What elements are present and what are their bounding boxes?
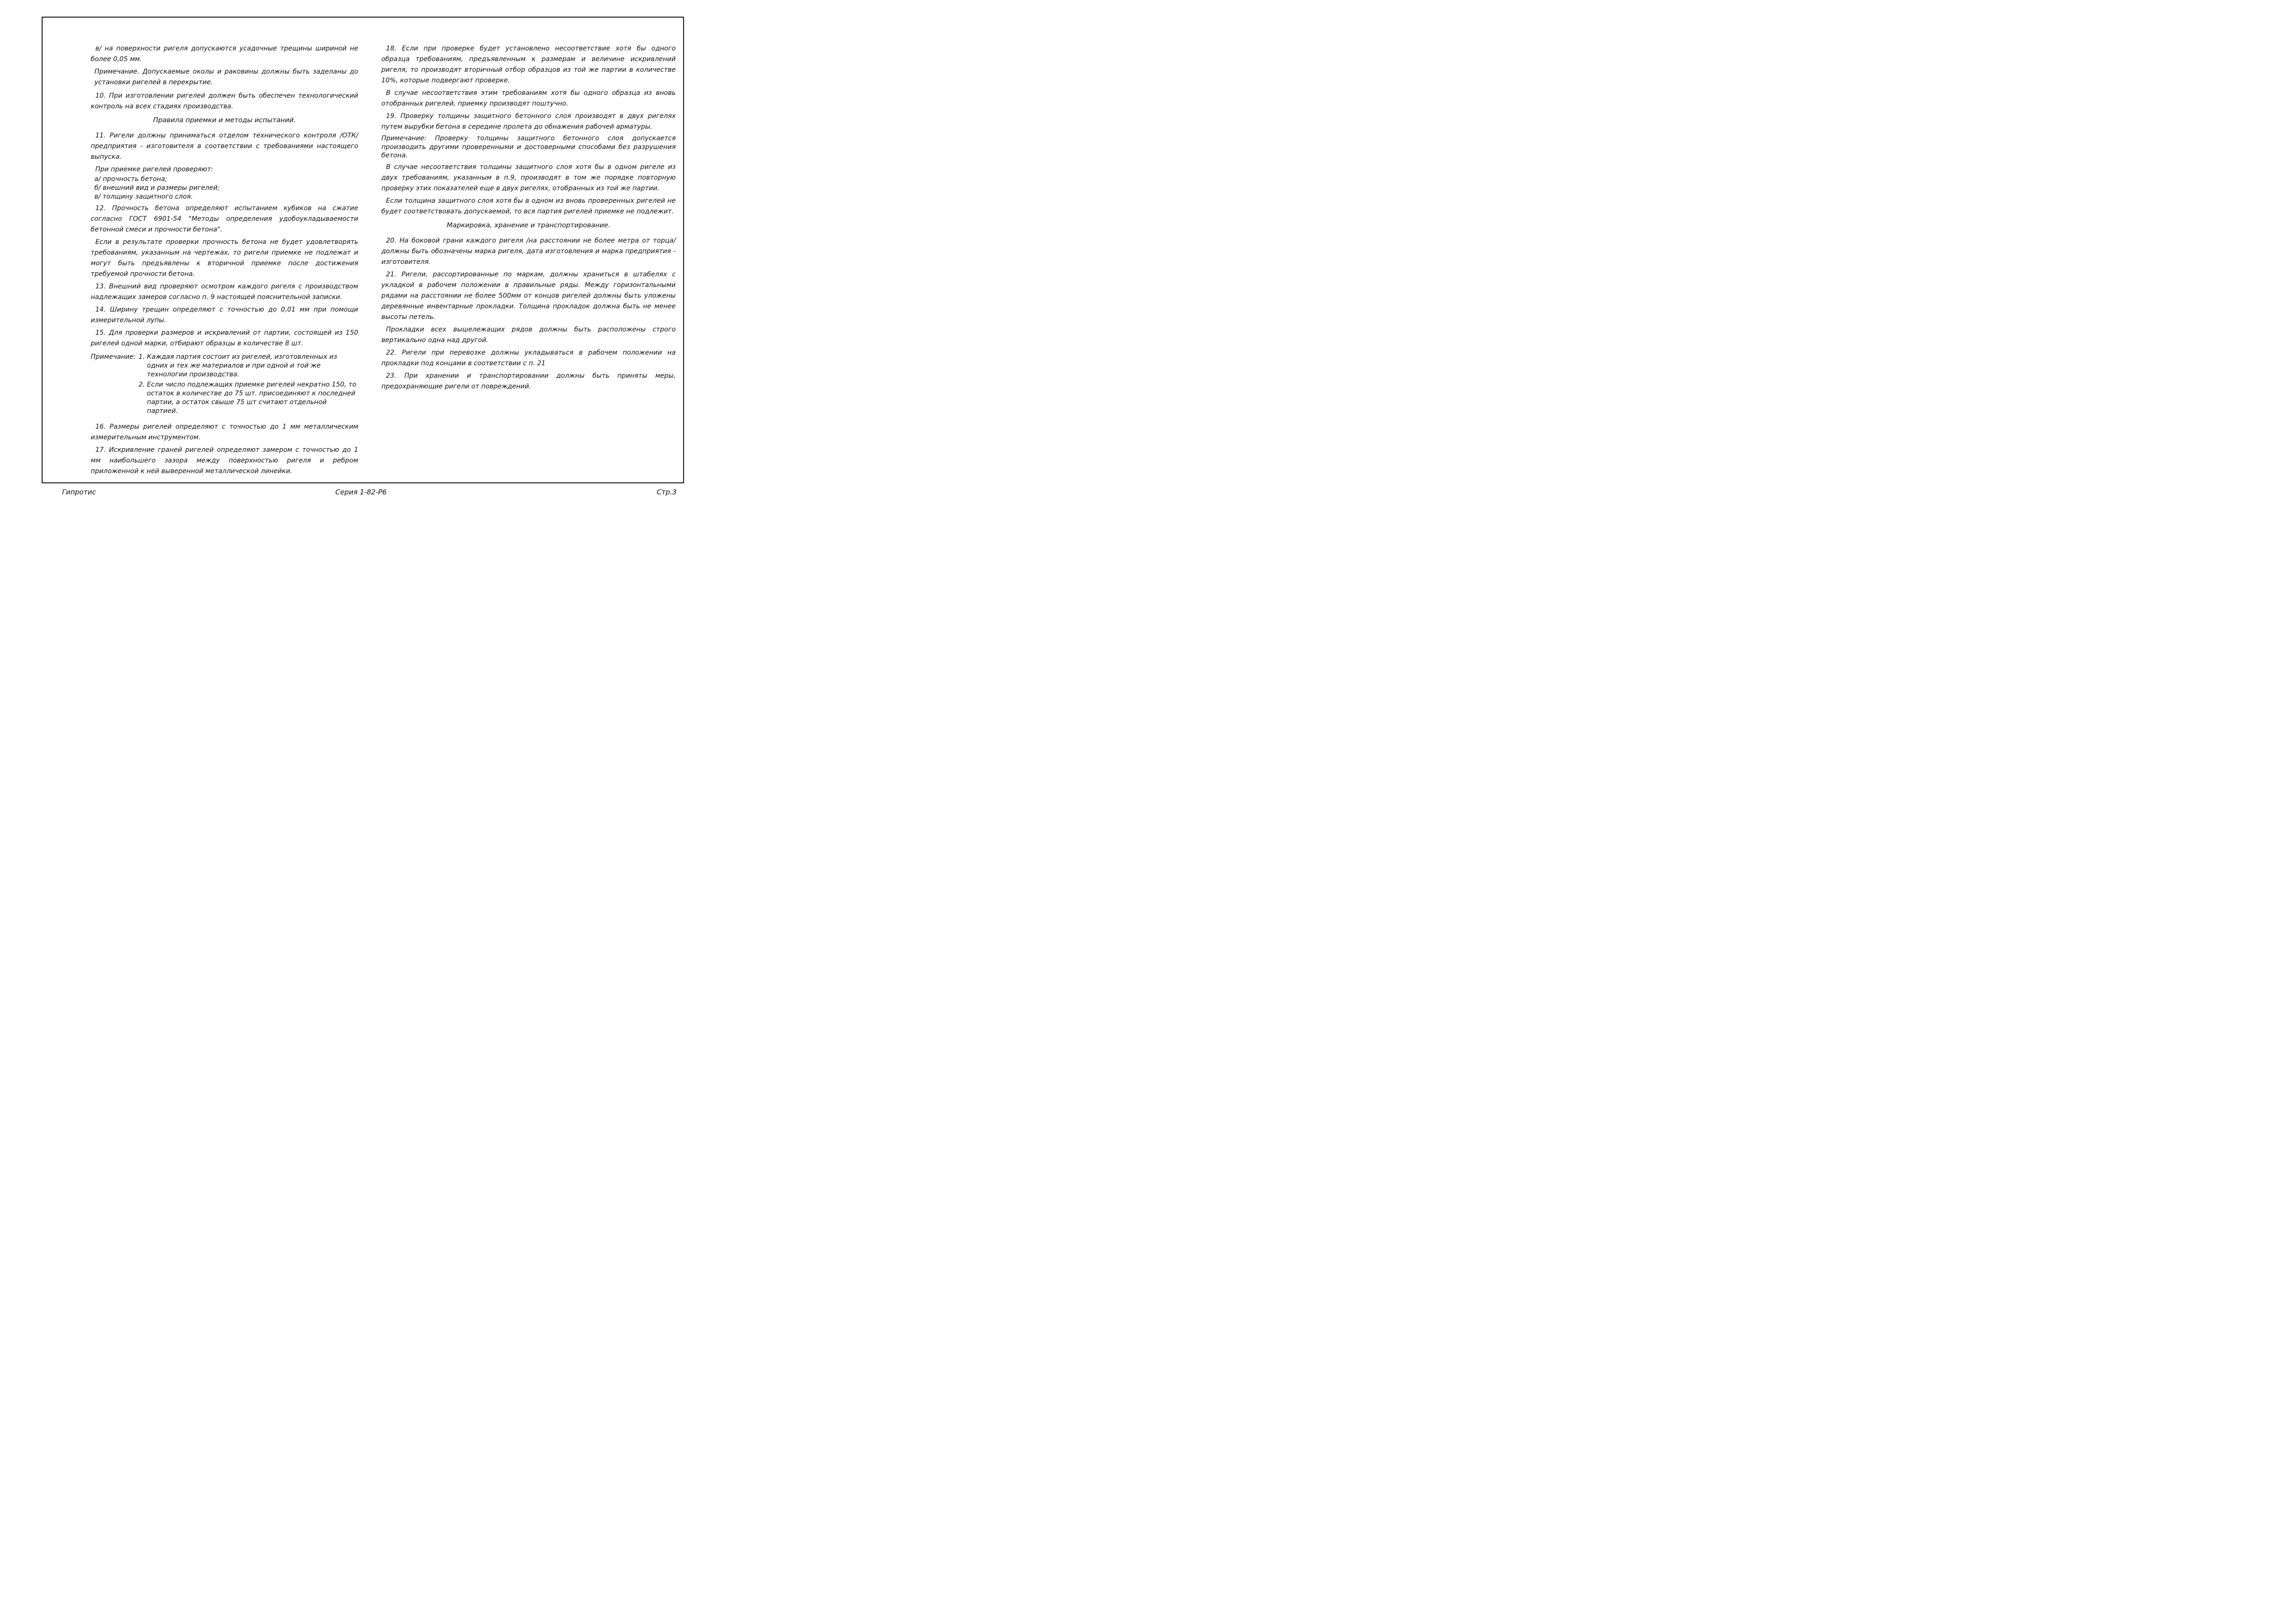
section-heading-marking: Маркировка, хранение и транспортирование. (447, 221, 610, 230)
paragraph-22: 22. Ригели при перевозке должны укладываться в рабочем положении на прокладки под концами в соответствии с п. 21 (381, 349, 676, 367)
note-19: Примечание: Проверку толщины защитного бетонного слоя допускается производить другими проверенными и достоверными способами без разрушения бетона. (381, 135, 676, 160)
paragraph-19c: Если толщина защитного слоя хотя бы в одном из вновь проверенных ригелей не будет соответствовать допускаемой, то вся партия ригелей приемке не подлежит. (381, 197, 676, 216)
paragraph-19b: В случае несоответствия толщины защитного слоя хотя бы в одном ригеле из двух требованиям, указанным в п.9, производят в том же порядке повторную проверку этих показателей еще в двух ригелях, отобранных из той же партии. (381, 163, 676, 193)
left-column (91, 44, 358, 479)
paragraph-9v: в/ на поверхности ригеля допускаются усадочные трещины шириной не более 0,05 мм. (91, 45, 358, 63)
note-number: 1. (138, 353, 145, 361)
paragraph-20: 20. На боковой грани каждого ригеля /на расстоянии не более метра от торца/ должны быть обозначены марка ригеля, дата изготовления и марка предприятия - изготовителя. (381, 237, 676, 266)
notes-block (91, 353, 358, 417)
check-list (91, 175, 358, 202)
paragraph-16: 16. Размеры ригелей определяют с точностью до 1 мм металлическим измерительным инструментом. (91, 423, 358, 442)
paragraph-11: 11. Ригели должны приниматься отделом технического контроля /ОТК/ предприятия - изготовителя в соответствии с требованиями настоящего выпуска. (91, 131, 358, 161)
list-item: в/ толщину защитного слоя. (94, 193, 193, 200)
right-column (381, 44, 676, 394)
list-item: а/ прочность бетона; (94, 175, 168, 183)
note-item (138, 353, 358, 379)
paragraph-11b: При приемке ригелей проверяют: (95, 165, 213, 173)
list-item: б/ внешний вид и размеры ригелей; (94, 184, 220, 192)
paragraph-21: 21. Ригели, рассортированные по маркам, должны храниться в штабелях с укладкой в рабочем положении в правильные ряды. Между горизонтальными рядами на расстоянии не более 500мм от концов ригелей должны быть уложены деревянные инвентарные прокладки. Толщина прокладок должна быть не менее высоты петель. (381, 270, 676, 321)
paragraph-17: 17. Искривление граней ригелей определяют замером с точностью до 1 мм наибольшего зазора между поверхностью ригеля и ребром приложенной к ней выверенной металлической линейки. (91, 446, 358, 475)
note-label: Примечание: (91, 353, 136, 361)
paragraph-19: 19. Проверку толщины защитного бетонного слоя производят в двух ригелях путем вырубки бетона в середине пролета до обнажения рабочей арматуры. (381, 112, 676, 131)
paragraph-14: 14. Ширину трещин определяют с точностью до 0,01 мм при помощи измерительной лупы. (91, 306, 358, 325)
note-number: 2. (138, 381, 145, 389)
paragraph-15: 15. Для проверки размеров и искривлений от партии, состоящей из 150 ригелей одной марки, отбирают образцы в количестве 8 шт. (91, 329, 358, 348)
note-item (138, 381, 358, 415)
footer-organization: Гипротис (62, 488, 96, 496)
paragraph-18b: В случае несоответствия этим требованиям хотя бы одного образца из вновь отобранных ригелей, приемку производят поштучно. (381, 89, 676, 107)
paragraph-23: 23. При хранении и транспортировании должны быть приняты меры, предохраняющие ригели от повреждений. (381, 372, 676, 390)
footer-series: Серия 1-82-Р6 (335, 488, 387, 496)
paragraph-18: 18. Если при проверке будет установлено несоответствие хотя бы одного образца требованиям, предъявленным к размерам и величине искривлений ригеля, то производят вторичный отбор образцов из той же партии в количестве 10%, которые подвергают проверке. (381, 45, 676, 84)
note-text: Если число подлежащих приемке ригелей некратно 150, то остаток в количестве до 75 шт. присоединяют к последней партии, а остаток свыше 75 шт считают отдельной партией. (147, 381, 356, 415)
footer-page-number: Стр.3 (656, 488, 677, 496)
paragraph-21b: Прокладки всех вышележащих рядов должны быть расположены строго вертикально одна над другой. (381, 325, 676, 344)
paragraph-12: 12. Прочность бетона определяют испытанием кубиков на сжатие согласно ГОСТ 6901-54 "Методы определения удобоукладываемости бетонной смеси и прочности бетона". (91, 205, 358, 234)
note-text: Каждая партия состоит из ригелей, изготовленных из одних и тех же материалов и при одной и той же технологии производства. (147, 353, 337, 378)
section-heading-acceptance: Правила приемки и методы испытаний. (153, 116, 296, 124)
paragraph-12b: Если в результате проверки прочность бетона не будет удовлетворять требованиям, указанным на чертежах, то ригели приемке не подлежат и могут быть предъявлены к вторичной приемке после достижения требуемой прочности бетона. (91, 238, 358, 278)
notes-list (138, 353, 358, 417)
paragraph-13: 13. Внешний вид проверяют осмотром каждого ригеля с производством надлежащих замеров согласно п. 9 настоящей пояснительной записки. (91, 283, 358, 301)
paragraph-10: 10. При изготовлении ригелей должен быть обеспечен технологический контроль на всех стадиях производства. (91, 92, 358, 110)
note-chips: Примечание. Допускаемые околы и раковины должны быть заделаны до установки ригелей в перекрытие. (94, 68, 358, 86)
